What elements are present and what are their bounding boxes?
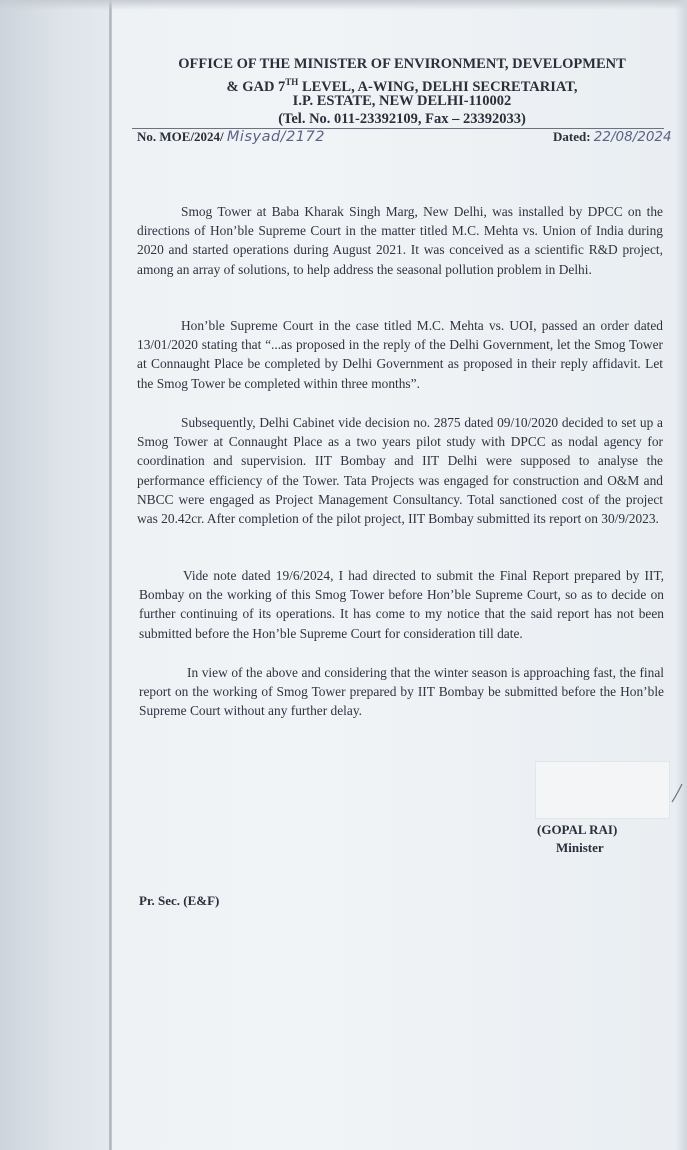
handwritten-date: 22/08/2024: [593, 129, 672, 145]
reference-number: [137, 129, 325, 145]
letterhead-line-4: (Tel. No. 011-23392109, Fax – 23392033): [278, 111, 526, 127]
body-paragraph-4: Vide note dated 19/6/2024, I had directed to submit the Final Report prepared by IIT, Bombay on the working of this Smog Tower before Hon’ble Supreme Court, so as to decide on further continuing of its operations. It has come to my notice that the said report has not been submitted before the Hon’ble Supreme Court for consideration till date.: [139, 568, 664, 641]
reference-label: No. MOE/2024/: [137, 129, 227, 144]
letterhead-line-2-superscript: TH: [285, 77, 299, 87]
addressee: Pr. Sec. (E&F): [139, 893, 220, 908]
body-paragraph-1: Smog Tower at Baba Kharak Singh Marg, New Delhi, was installed by DPCC on the directions of Hon’ble Supreme Court in the matter titled M.C. Mehta vs. Union of India during 2020 and started operations during August 2021. It was conceived as a scientific R&D project, among an array of solutions, to help address the seasonal pollution problem in Delhi.: [137, 204, 663, 277]
page-fold-line: [109, 0, 112, 1150]
signature-stroke-icon: [670, 782, 684, 804]
page-margin-strip: [0, 0, 109, 1150]
body-paragraph-3: Subsequently, Delhi Cabinet vide decision no. 2875 dated 09/10/2020 decided to set up a Smog Tower at Connaught Place as a two years pilot study with DPCC as nodal agency for coordination and supervision. IIT Bombay and IIT Delhi were supposed to analyse the performance efficiency of the Tower. Tata Projects was engaged for construction and O&M and NBCC were engaged as Project Management Consultancy. Total sanctioned cost of the project was 20.42cr. After completion of the pilot project, IIT Bombay submitted its report on 30/9/2023.: [137, 415, 663, 527]
letterhead-line-1: OFFICE OF THE MINISTER OF ENVIRONMENT, DEVELOPMENT: [178, 56, 626, 72]
letterhead-line-2-suffix: LEVEL, A-WING, DELHI SECRETARIAT,: [298, 79, 578, 95]
body-paragraph-2: Hon’ble Supreme Court in the case titled M.C. Mehta vs. UOI, passed an order dated 13/01/2020 stating that “...as proposed in the reply of the Delhi Government, let the Smog Tower at Connaught Place be completed by Delhi Government as proposed in their reply affidavit. Let the Smog Tower be completed within three months”.: [137, 318, 663, 391]
dated-label: Dated:: [553, 129, 594, 144]
redacted-signature-block: [535, 761, 670, 819]
letterhead-line-3: I.P. ESTATE, NEW DELHI-110002: [292, 93, 512, 109]
signer-title: Minister: [556, 840, 604, 855]
page-right-edge: [675, 0, 687, 1150]
handwritten-reference-number: Misyad/2172: [226, 129, 325, 145]
letterhead-line-2-prefix: & GAD 7: [226, 79, 286, 95]
page-top-edge: [0, 0, 687, 10]
date-line: [553, 129, 672, 145]
body-paragraph-5: In view of the above and considering that the winter season is approaching fast, the final report on the working of Smog Tower prepared by IIT Bombay be submitted before the Hon’ble Supreme Court without any further delay.: [139, 665, 664, 719]
signer-name: (GOPAL RAI): [537, 822, 618, 837]
